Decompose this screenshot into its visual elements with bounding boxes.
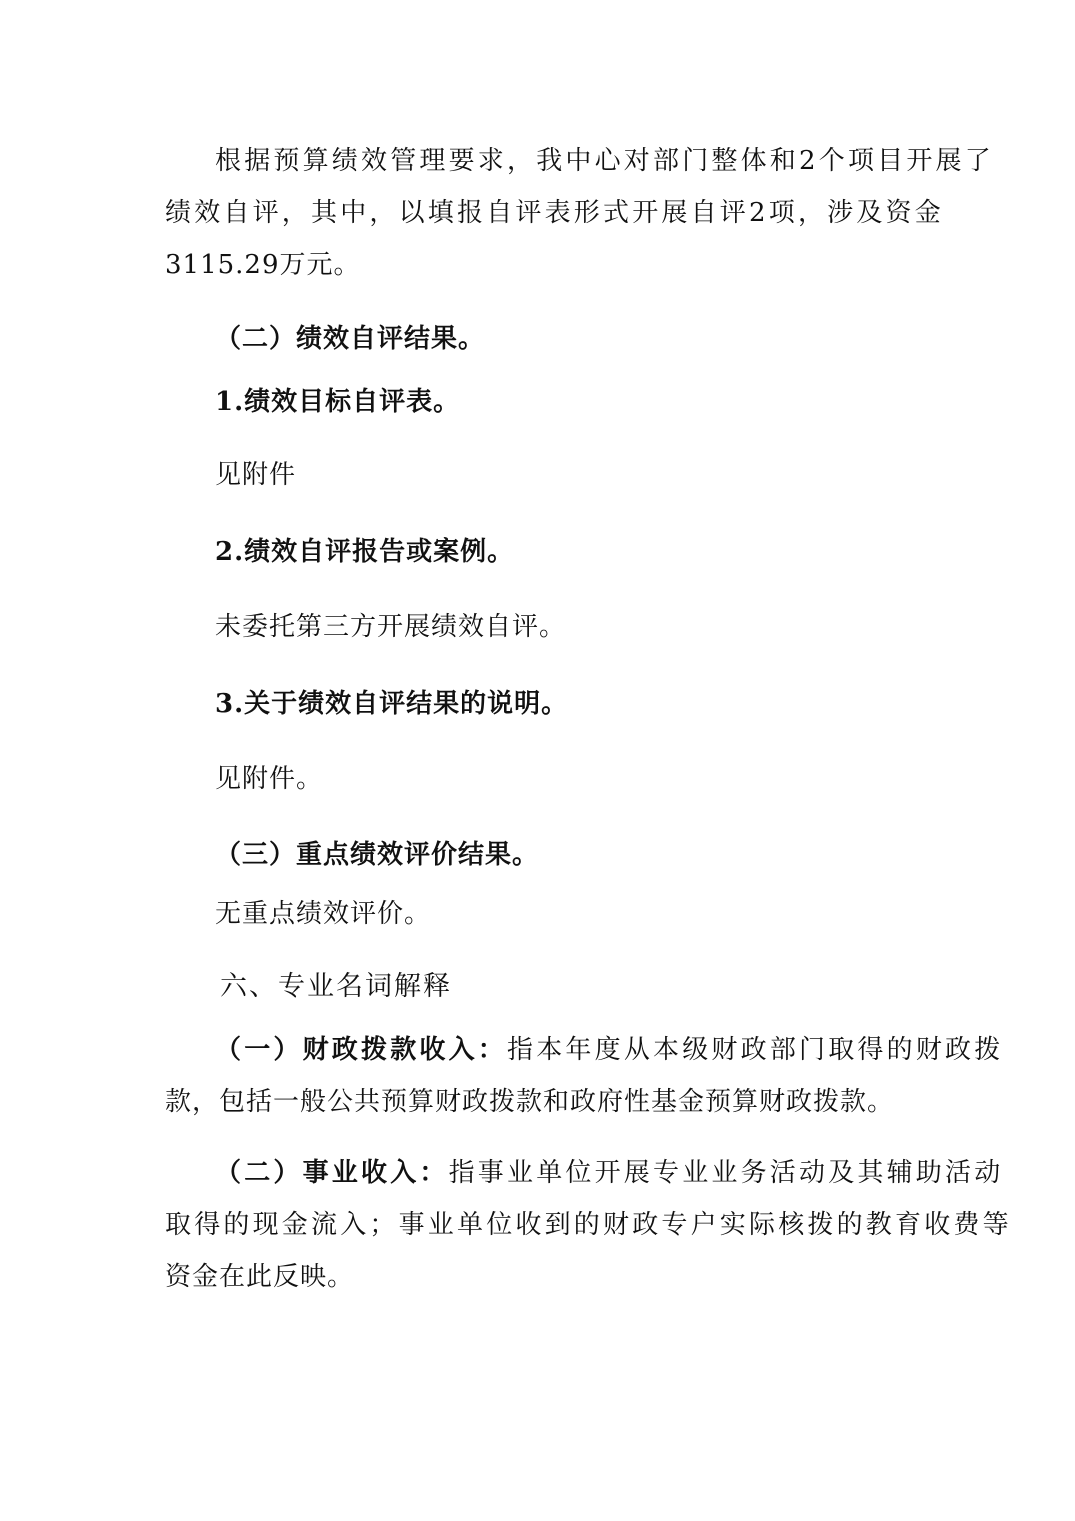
- item-1-body: 见附件: [215, 460, 297, 490]
- section-3-body: 无重点绩效评价。: [215, 899, 432, 929]
- term-2-line-2: 取得的现金流入；事业单位收到的财政专户实际核拨的教育收费等: [165, 1210, 1012, 1240]
- term-2-line-3: 资金在此反映。: [165, 1262, 355, 1292]
- section-3-title: （三）重点绩效评价结果。: [215, 840, 540, 870]
- item-3-body: 见附件。: [215, 764, 324, 794]
- term-1-label: （一）财政拨款收入：: [215, 1035, 508, 1065]
- term-1-line-1: [215, 1033, 1003, 1067]
- term-1-line-2: 款，包括一般公共预算财政拨款和政府性基金预算财政拨款。: [165, 1087, 895, 1117]
- intro-line-3: 3115.29万元。: [165, 250, 361, 280]
- term-1-text-1: 指本年度从本级财政部门取得的财政拨: [507, 1035, 1004, 1065]
- intro-line-2: 绩效自评，其中，以填报自评表形式开展自评2项，涉及资金: [165, 198, 944, 228]
- item-3-title: 3.关于绩效自评结果的说明。: [215, 689, 569, 719]
- term-2-text-1: 指事业单位开展专业业务活动及其辅助活动: [448, 1158, 1004, 1188]
- chapter-6-heading: 六、专业名词解释: [220, 971, 452, 1002]
- intro-line-1: 根据预算绩效管理要求，我中心对部门整体和2个项目开展了: [215, 146, 994, 176]
- item-2-body: 未委托第三方开展绩效自评。: [215, 612, 567, 642]
- term-2-line-1: [215, 1156, 1003, 1190]
- item-1-title: 1.绩效目标自评表。: [215, 387, 461, 417]
- section-2-title: （二）绩效自评结果。: [215, 324, 486, 354]
- term-2-label: （二）事业收入：: [215, 1158, 449, 1188]
- item-2-title: 2.绩效自评报告或案例。: [215, 537, 515, 567]
